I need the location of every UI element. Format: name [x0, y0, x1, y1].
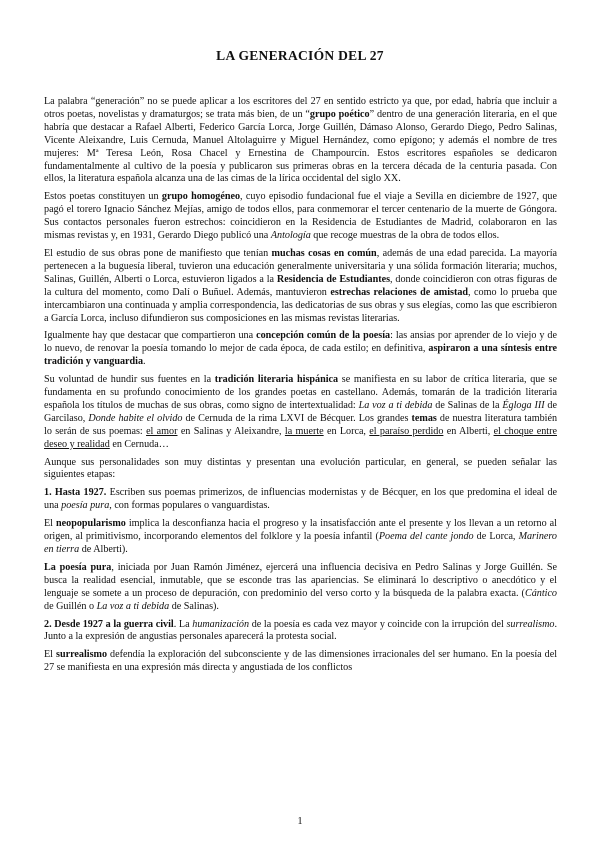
- bold-term: aspiraron a una síntesis entre tradición y vanguardia: [44, 343, 557, 368]
- paragraph-11: [44, 649, 557, 675]
- paragraph-4: [44, 330, 557, 369]
- text-run: Estos poetas constituyen un: [44, 191, 162, 203]
- underlined-theme: el amor: [146, 425, 178, 437]
- bold-term: grupo poético: [309, 108, 370, 120]
- text-run: El: [44, 649, 57, 661]
- italic-title: Marinero en tierra: [44, 531, 557, 555]
- text-run: en Alberti,: [443, 425, 494, 437]
- italic-title: Égloga III: [502, 399, 545, 411]
- page-number: 1: [297, 816, 303, 827]
- document-body: [44, 96, 557, 680]
- paragraph-8: [44, 518, 557, 557]
- text-run: en Salinas y Aleixandre,: [177, 425, 285, 437]
- text-run: de nuestra literatura también lo serán de sus poemas:: [44, 412, 558, 437]
- text-run: se manifiesta en su labor de crítica literaria, que se fundamenta en su profundo conocimiento de los grandes poetas en castellano. Además, tomarán de la tradición literaria española los títulos de muchas de sus obras, como signo de intertextualidad:: [44, 374, 557, 411]
- text-run: El estudio de sus obras pone de manifiesto que tenían: [44, 247, 272, 259]
- bold-term: muchas cosas en común: [271, 247, 377, 259]
- text-run: , como lo prueba que intercambiaron una continuada y amplia correspondencia, las dedicatorias de sus obras y sus elegías, como las que escribieron a García Lorca, incluso difundieron sus composiciones en las mismas revistas literarias.: [44, 286, 557, 324]
- italic-title: Antología: [270, 230, 311, 242]
- bold-term: concepción común de la poesía: [256, 330, 391, 342]
- text-run: Igualmente hay que destacar que compartieron una: [44, 330, 257, 342]
- text-run: de Salinas).: [169, 600, 219, 612]
- text-run: implica la desconfianza hacia el progreso y la insatisfacción ante el presente y los llevan a un retorno al origen, al primitivismo, incorporando elementos del folklore y la poesía infantil (: [44, 518, 557, 543]
- underlined-theme: la muerte: [284, 425, 324, 437]
- italic-term: surrealismo: [506, 618, 555, 630]
- text-run: Su voluntad de hundir sus fuentes en la: [44, 374, 215, 386]
- underlined-theme: el paraíso perdido: [369, 425, 444, 437]
- text-run: La palabra “generación” no se puede aplicar a los escritores del 27 en sentido estricto ya que, por edad, habría que incluir a otros poetas, novelistas y dramaturgos; se trata más bien, de un “: [44, 96, 557, 120]
- paragraph-2: [44, 191, 557, 243]
- paragraph-6: Aunque sus personalidades son muy distintas y presentan una evolución particular, en general, se pueden señalar las siguientes etapas:: [44, 456, 557, 481]
- bold-term: La poesía pura: [44, 561, 112, 573]
- bold-term: estrechas relaciones de amistad: [330, 286, 469, 298]
- text-run: Escriben sus poemas primerizos, de influencias modernistas y de Bécquer, en los que predomina el ideal de una: [44, 487, 558, 512]
- text-run: , además de una edad parecida. La mayoría pertenecen a la buguesía liberal, tuvieron una educación generalmente universitaria y una sólida formación literaria; muchos, Salinas, Guillén, Alberti o Lorca, estuvieron ligados a la: [44, 247, 558, 285]
- bold-term: neopopularismo: [56, 518, 126, 530]
- bold-term: temas: [411, 412, 437, 424]
- bold-term: tradición literaria hispánica: [214, 374, 339, 386]
- stage-heading: 1. Hasta 1927.: [44, 487, 107, 499]
- text-run: . Junto a la expresión de angustias personales aparecerá la protesta social.: [44, 618, 557, 643]
- italic-term: humanización: [192, 618, 250, 630]
- bold-term: grupo homogéneo: [161, 191, 241, 203]
- text-run: de Salinas de la: [432, 399, 503, 411]
- text-run: defendía la exploración del subconsciente y de las dimensiones irracionales del ser humano. En la poesía del 27 se manifiesta en una expresión más directa y angustiada de los conflictos: [44, 649, 558, 674]
- italic-title: La voz a ti debida: [96, 600, 170, 612]
- bold-term: surrealismo: [56, 649, 108, 661]
- text-run: . La: [173, 618, 193, 630]
- text-run: de Alberti).: [79, 544, 128, 555]
- paragraph-9: [44, 562, 557, 614]
- paragraph-7: [44, 487, 557, 513]
- bold-term: Residencia de Estudiantes: [276, 273, 391, 285]
- paragraph-1: [44, 96, 557, 186]
- paragraph-10: [44, 619, 557, 645]
- underlined-theme: el choque entre deseo y realidad: [44, 425, 557, 450]
- document-title: LA GENERACIÓN DEL 27: [216, 48, 384, 63]
- italic-title: Cántico: [524, 587, 557, 599]
- italic-title: Donde habite el olvido: [88, 412, 183, 424]
- italic-title: La voz a ti debida: [358, 399, 433, 411]
- text-run: de Lorca,: [473, 531, 519, 543]
- text-run: , iniciada por Juan Ramón Jiménez, ejercerá una influencia decisiva en Pedro Salinas y Jorge Guillén. Se busca la realidad esencial, inmutable, que se esconde tras las apariencias. Se eliminará lo descriptivo o anecdótico y el lenguaje se somete a un proceso de depuración, con predominio del verso corto y la búsqueda de la palabra exacta. (: [44, 561, 557, 599]
- text-run: de Cernuda de la rima LXVI de Bécquer. Los grandes: [182, 412, 412, 424]
- text-run: , donde coincidieron con otras figuras de la cultura del momento, como Dalí o Buñuel. Además, mantuvieron: [44, 273, 558, 298]
- italic-title: Poema del cante jondo: [378, 531, 474, 543]
- text-run: El: [44, 518, 57, 530]
- text-run: de Garcilaso,: [44, 399, 557, 424]
- text-run: en Cernuda…: [109, 438, 169, 450]
- paragraph-3: [44, 248, 557, 325]
- text-run: de Guillén o: [44, 600, 97, 612]
- text-run: , con formas populares o vanguardistas.: [109, 500, 270, 512]
- paragraph-5: [44, 374, 557, 451]
- text-run: ” dentro de una generación literaria, en el que habría que destacar a Rafael Alberti, Federico García Lorca, Jorge Guillén, Dámaso Alonso, Gerardo Diego, Pedro Salinas, Vicente Aleixandre, Luis Cernuda, Manuel Altolaguirre y Miguel Hernández, como epígono; y además el nombre de tres mujeres: Mª Teresa León, Rosa Chacel y Ernestina de Champourcín. Estos escritores españoles se dedicaron fundamentalmente al cultivo de la poesía y publicaron sus primeras obras en la tercera década de la centuria pasada. Con ellos, la literatura española alcanza una de las cimas de la lírica occidental del siglo XX.: [44, 108, 557, 185]
- italic-term: poesía pura: [61, 500, 110, 512]
- stage-heading: 2. Desde 1927 a la guerra civil: [44, 618, 174, 630]
- text-run: en Lorca,: [323, 425, 370, 437]
- text-run: de la poesía es cada vez mayor y coincide con la irrupción del: [249, 618, 507, 630]
- text-run: .: [143, 356, 146, 368]
- text-run: : las ansias por aprender de lo viejo y de lo nuevo, de renovar la poesía tomando lo mejor de cada época, de cada estilo; en definitiva,: [44, 330, 557, 355]
- text-run: , cuyo episodio fundacional fue el viaje a Sevilla en diciembre de 1927, que pagó el torero Ignacio Sánchez Mejías, amigo de todos ellos, para conmemorar el tercer centenario de la muerte de Góngora. Sus contactos personales fueron estrechos: coincidieron en la Residencia de Estudiantes de Madrid, colaboraron en las mismas revistas y, en 1931, Gerardo Diego publicó una: [44, 191, 557, 242]
- text-run: que recoge muestras de la obra de todos ellos.: [310, 230, 500, 242]
